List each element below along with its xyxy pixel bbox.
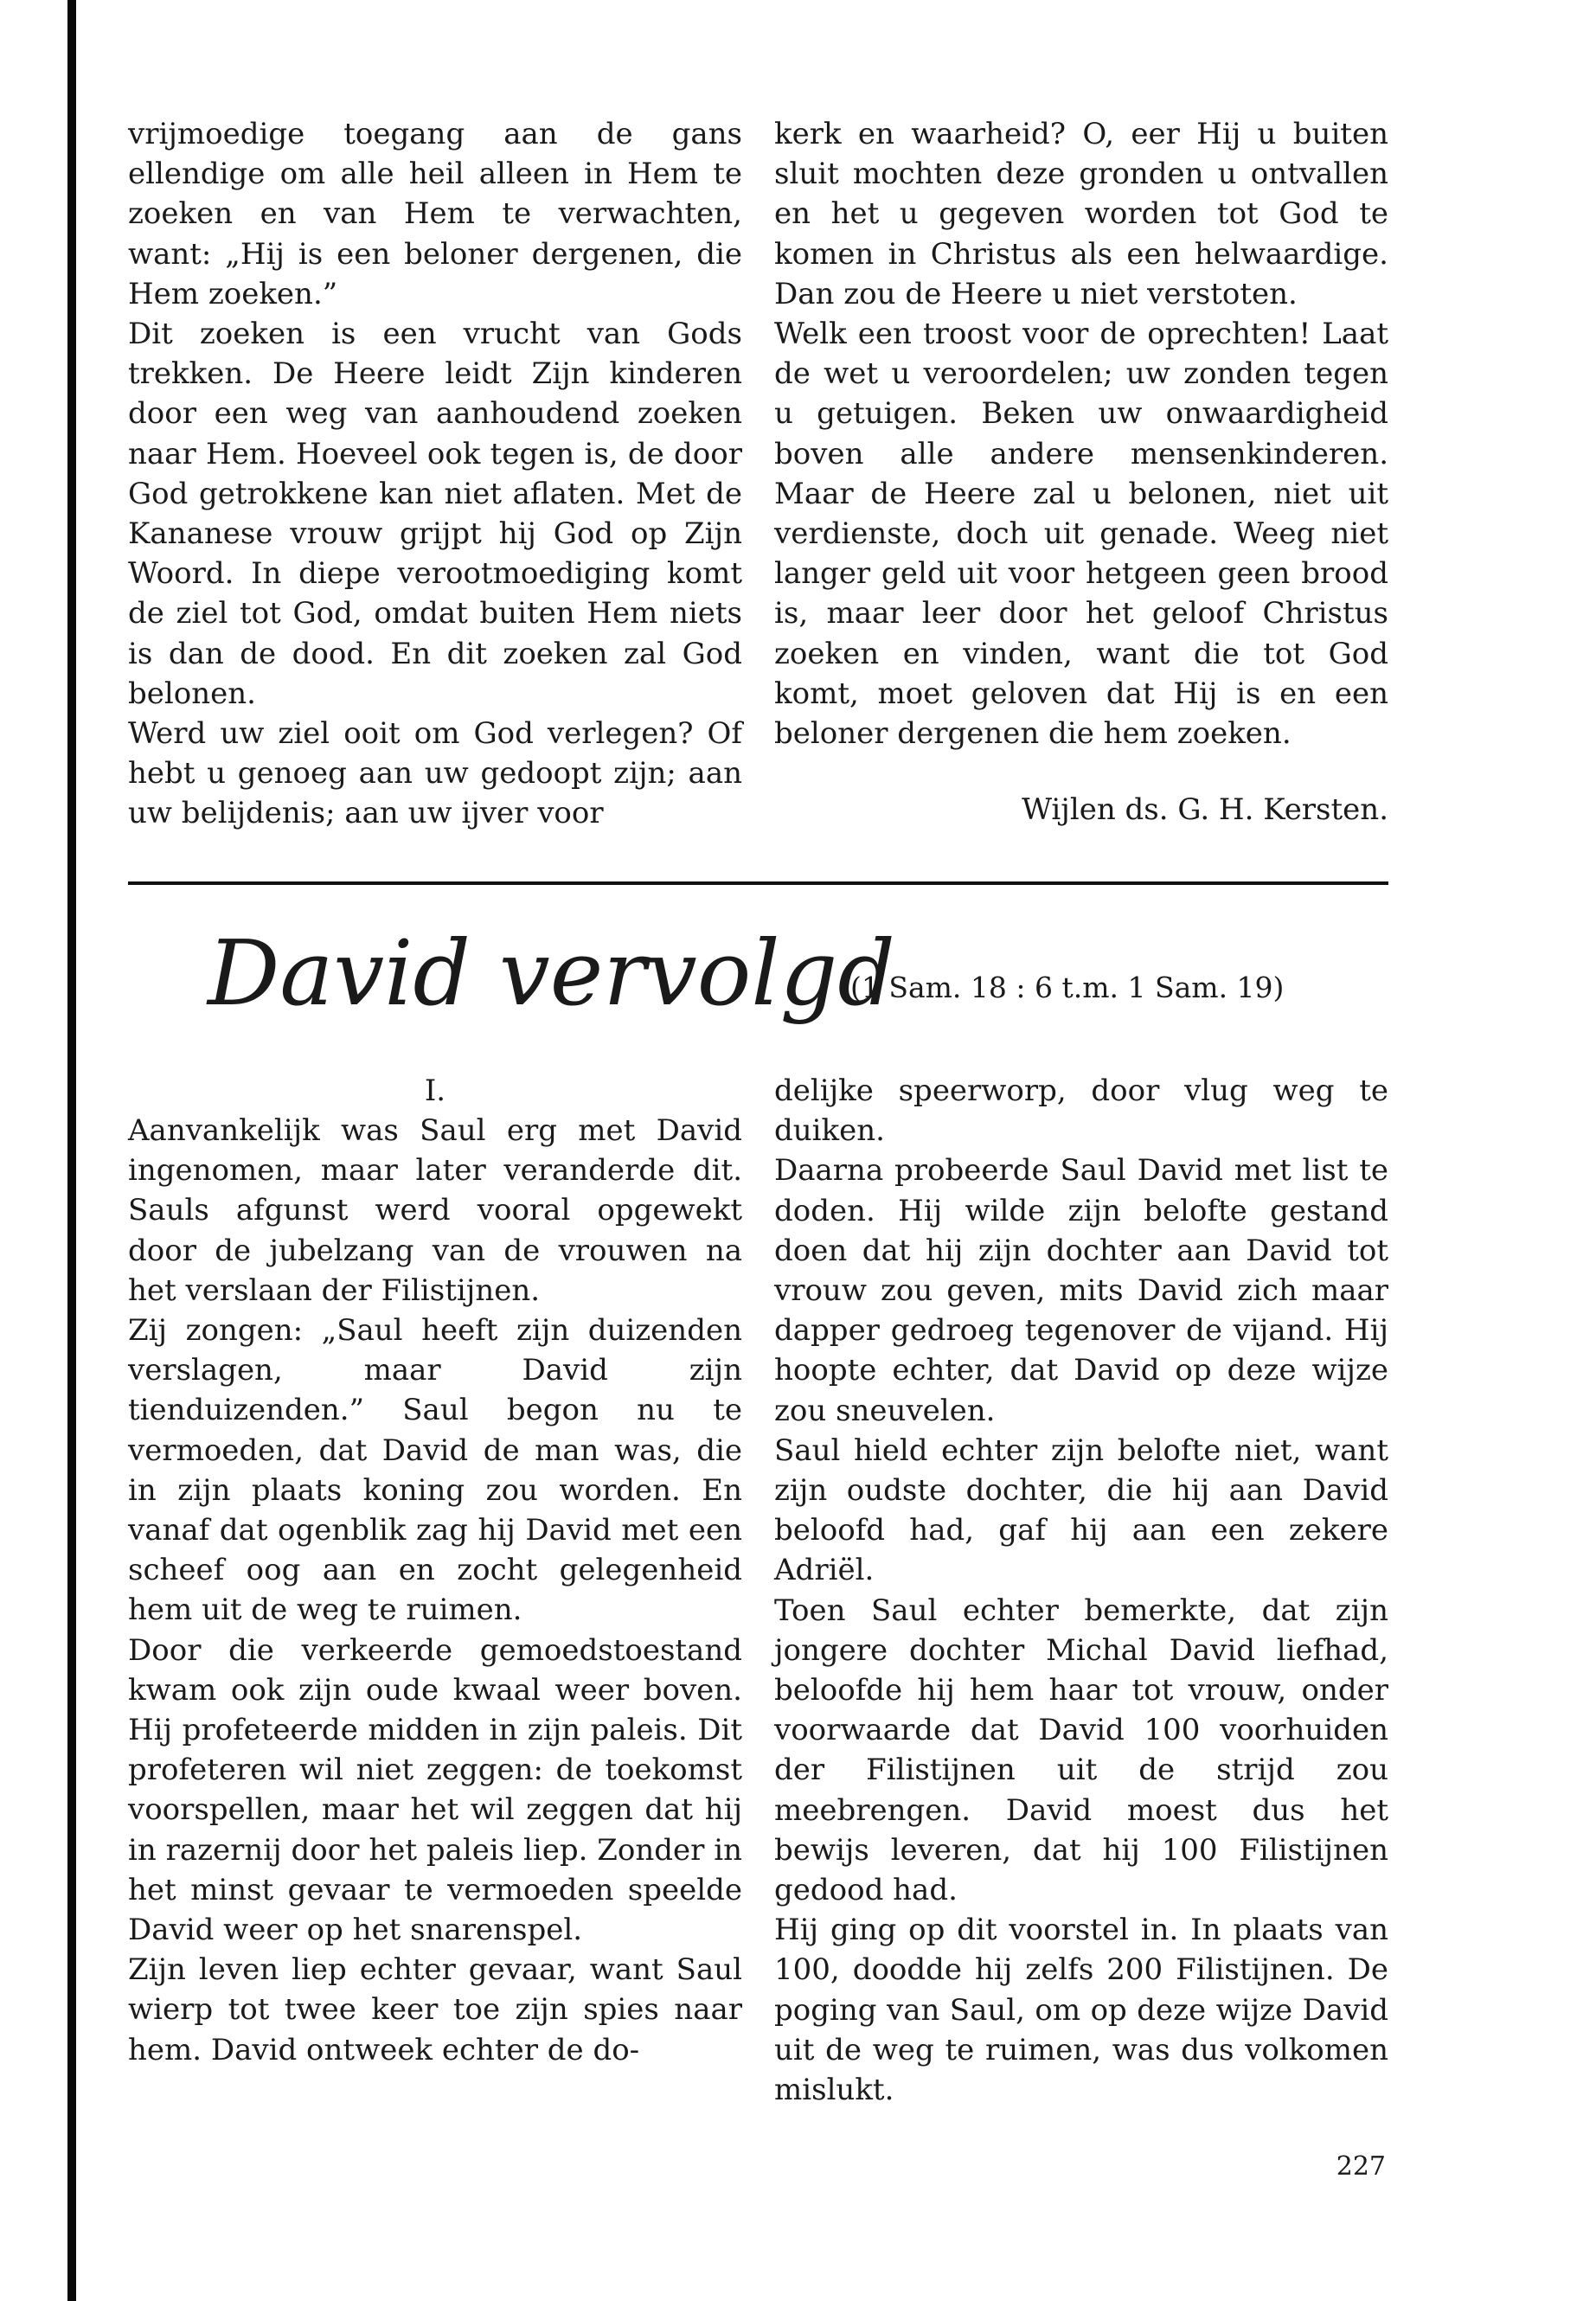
- paragraph: Aanvankelijk was Saul erg met David ingenomen, maar later veranderde dit. Sauls afgunst werd vooral opgewekt door de jubelzang van de vrouwen na het verslaan der Filistijnen.: [128, 1113, 742, 1308]
- section-number: I.: [424, 1074, 446, 1108]
- paragraph: Saul hield echter zijn belofte niet, want zijn oudste dochter, die hij aan David beloofd had, gaf hij aan een zekere Adriël.: [774, 1433, 1388, 1588]
- paragraph: delijke speerworp, door vlug weg te duiken.: [774, 1074, 1388, 1149]
- article-left-column: [128, 1111, 742, 2070]
- article-right-column: [774, 1071, 1388, 2110]
- paragraph: Daarna probeerde Saul David met list te doden. Hij wilde zijn belofte gestand doen dat hij zijn dochter aan David tot vrouw zou geven, mits David zich maar dapper gedroeg tegenover de vijand. Hij hoopte echter, dat David op deze wijze zou sneuvelen.: [774, 1153, 1388, 1428]
- paragraph: vrijmoedige toegang aan de gans ellendige om alle heil alleen in Hem te zoeken en van Hem te verwachten, want: „Hij is een beloner dergenen, die Hem zoeken.”: [128, 117, 742, 311]
- paragraph: Werd uw ziel ooit om God verlegen? Of hebt u genoeg aan uw gedoopt zijn; aan uw belijdenis; aan uw ijver voor: [128, 716, 742, 831]
- paragraph: Zijn leven liep echter gevaar, want Saul wierp tot twee keer toe zijn spies naar hem. David ontweek echter de do-: [128, 1952, 742, 2067]
- paragraph: Welk een troost voor de oprechten! Laat de wet u veroordelen; uw zonden tegen u getuigen. Beken uw onwaardigheid boven alle andere mensenkinderen. Maar de Heere zal u belonen, niet uit verdienste, doch uit genade. Weeg niet langer geld uit voor hetgeen geen brood is, maar leer door het geloof Christus zoeken en vinden, want die tot God komt, moet geloven dat Hij is en een beloner dergenen die hem zoeken.: [774, 317, 1388, 752]
- previous-article-left-column: [128, 114, 742, 834]
- paragraph: Door die verkeerde gemoedstoestand kwam ook zijn oude kwaal weer boven. Hij profeteerde midden in zijn paleis. Dit profeteren wil niet zeggen: de toekomst voorspellen, maar het wil zeggen dat hij in razernij door het paleis liep. Zonder in het minst gevaar te vermoeden speelde David weer op het snarenspel.: [128, 1632, 742, 1948]
- section-divider: [128, 881, 1388, 885]
- paragraph: kerk en waarheid? O, eer Hij u buiten sluit mochten deze gronden u ontvallen en het u gegeven worden tot God te komen in Christus als een helwaardige. Dan zou de Heere u niet verstoten.: [774, 117, 1388, 311]
- previous-article-right-column: [774, 114, 1388, 753]
- page-binding-edge: [67, 0, 76, 2301]
- article-title: David vervolgd: [208, 920, 895, 1026]
- paragraph: Zij zongen: „Saul heeft zijn duizenden verslagen, maar David zijn tienduizenden.” Saul begon nu te vermoeden, dat David de man was, die in zijn plaats koning zou worden. En vanaf dat ogenblik zag hij David met een scheef oog aan en zocht gelegenheid hem uit de weg te ruimen.: [128, 1313, 742, 1628]
- paragraph: Toen Saul echter bemerkte, dat zijn jongere dochter Michal David liefhad, beloofde hij hem haar tot vrouw, onder voorwaarde dat David 100 voorhuiden der Filistijnen uit de strijd zou meebrengen. David moest dus het bewijs leveren, dat hij 100 Filistijnen gedood had.: [774, 1593, 1388, 1908]
- page-number: 227: [1336, 2151, 1386, 2182]
- author-signature: Wijlen ds. G. H. Kersten.: [1022, 792, 1388, 827]
- paragraph: Dit zoeken is een vrucht van Gods trekken. De Heere leidt Zijn kinderen door een weg van aanhoudend zoeken naar Hem. Hoeveel ook tegen is, de door God getrokkene kan niet aflaten. Met de Kananese vrouw grijpt hij God op Zijn Woord. In diepe verootmoediging komt de ziel tot God, omdat buiten Hem niets is dan de dood. En dit zoeken zal God belonen.: [128, 317, 742, 711]
- scripture-reference: (1 Sam. 18 : 6 t.m. 1 Sam. 19): [850, 971, 1285, 1004]
- paragraph: Hij ging op dit voorstel in. In plaats van 100, doodde hij zelfs 200 Filistijnen. De poging van Saul, om op deze wijze David uit de weg te ruimen, was dus volkomen mislukt.: [774, 1913, 1388, 2108]
